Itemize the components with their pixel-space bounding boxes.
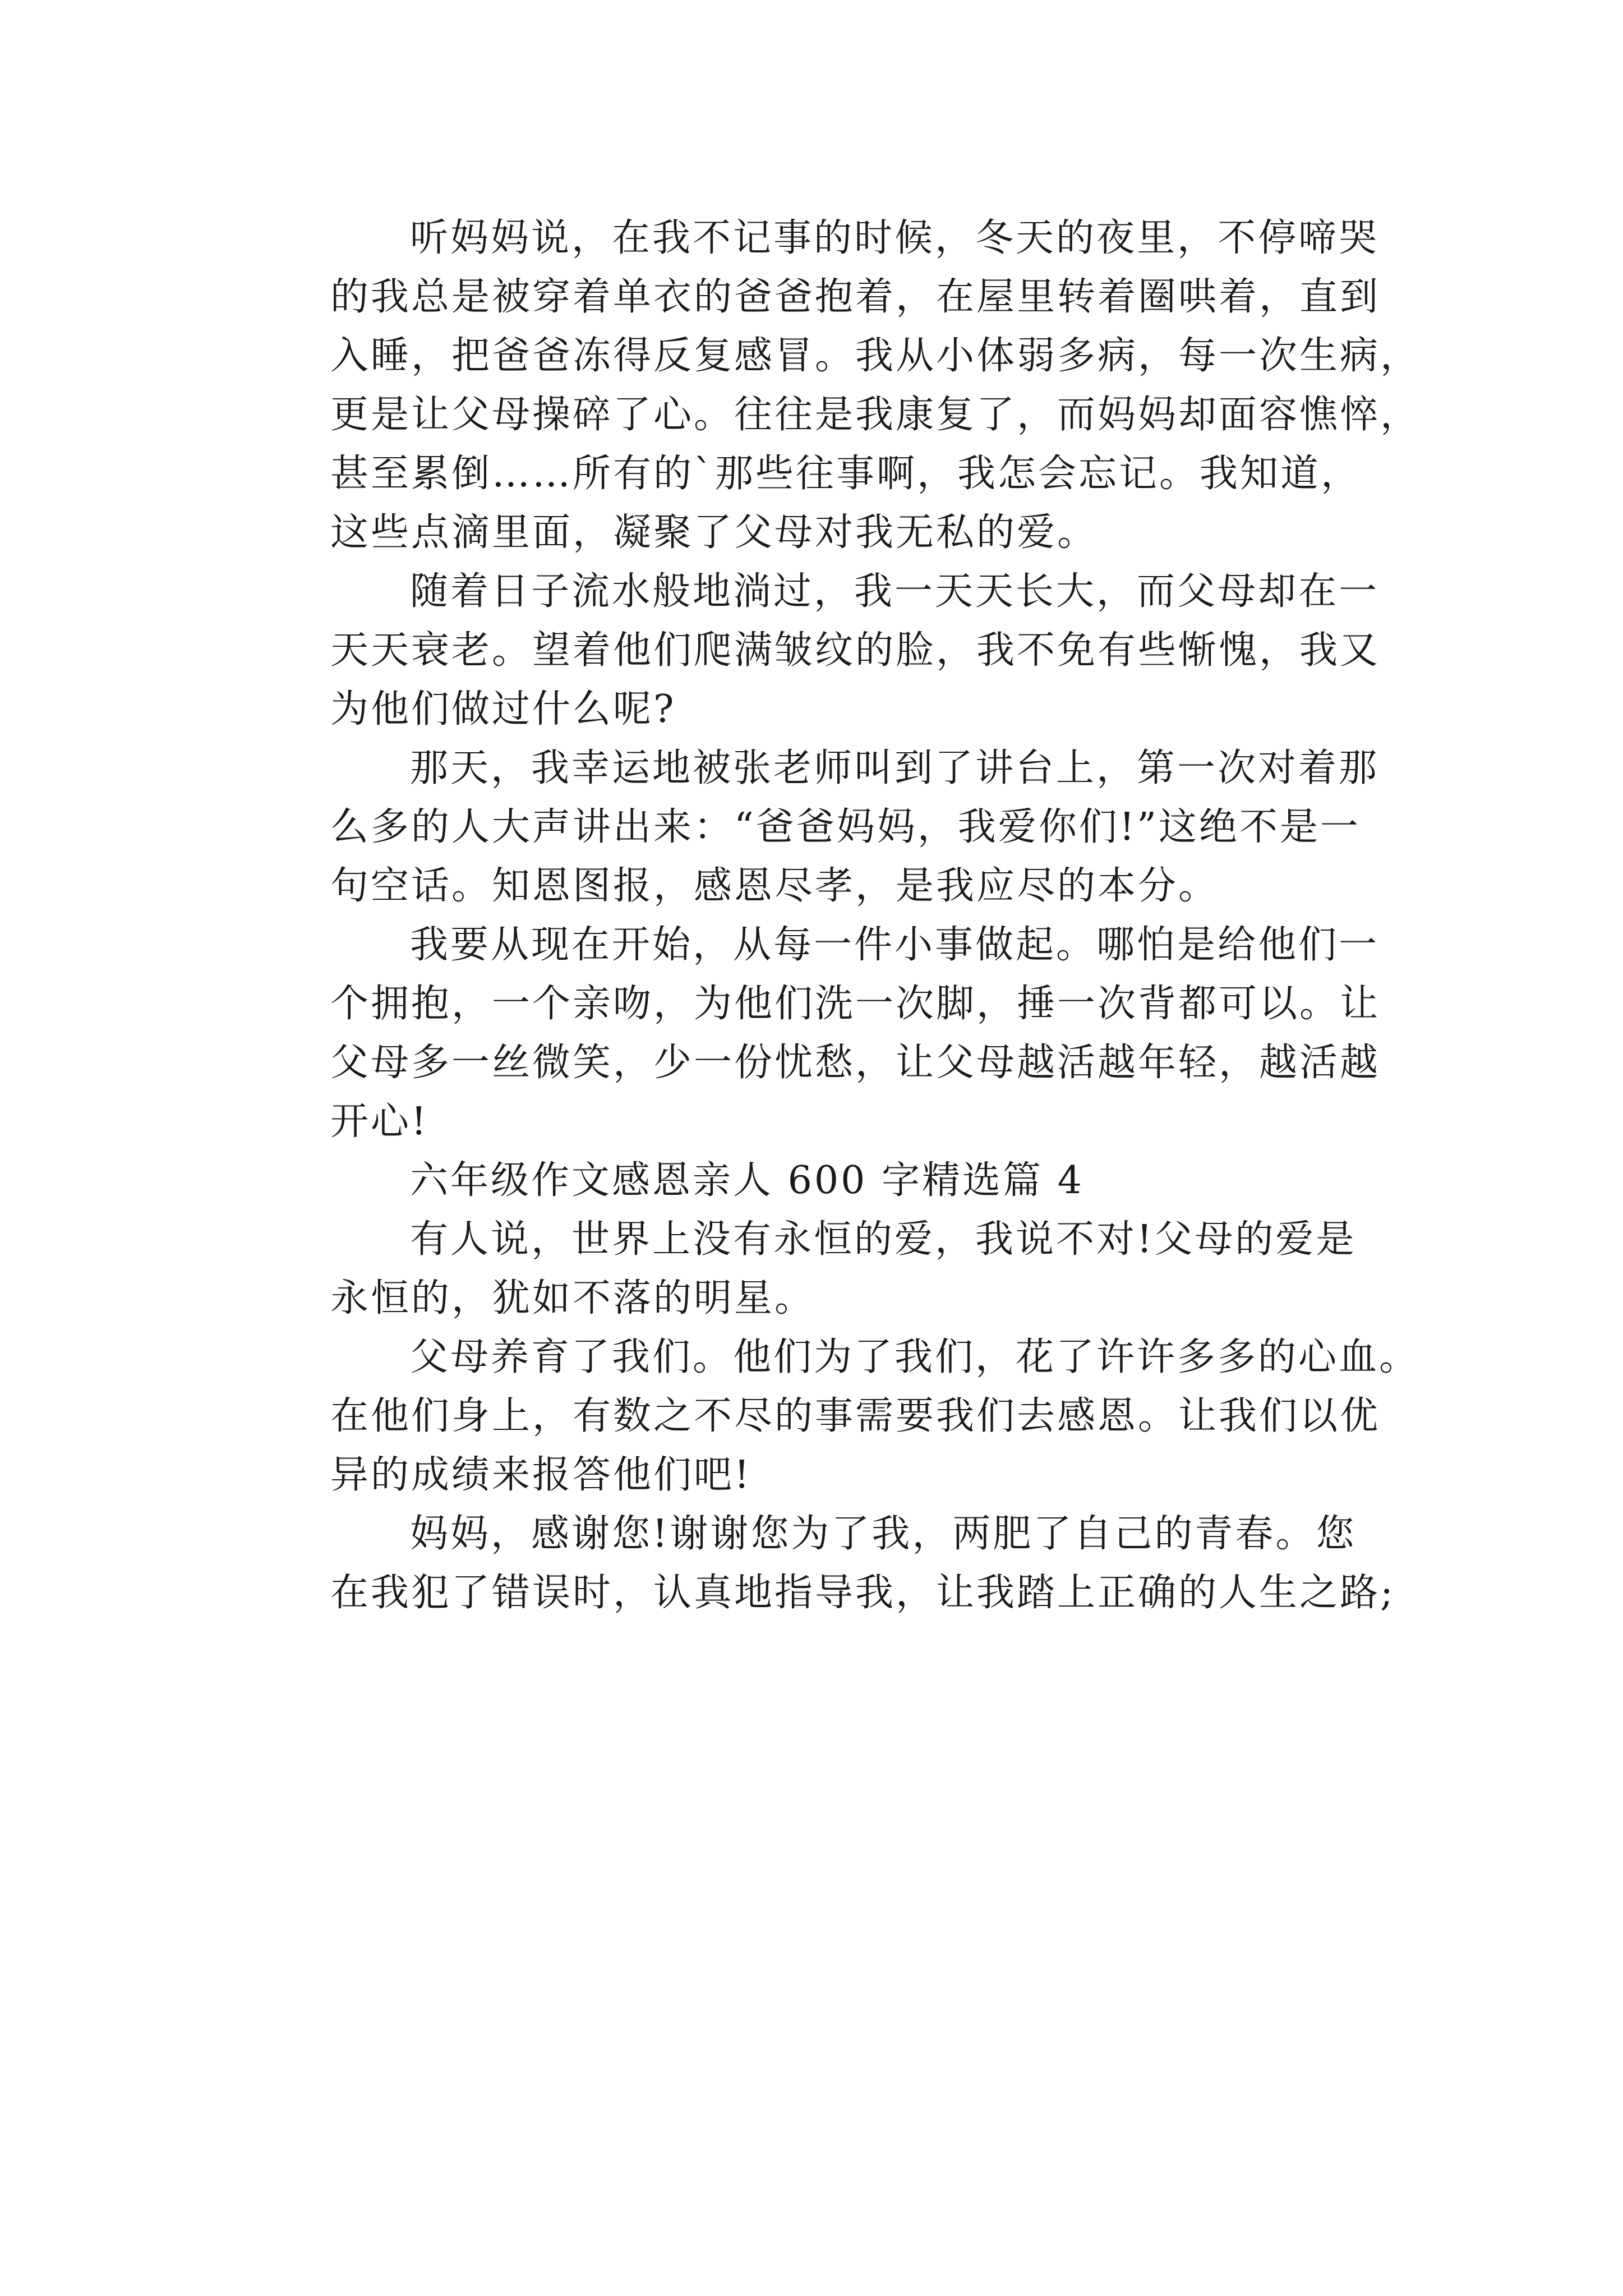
text-line: 么多的人大声讲出来：“爸爸妈妈，我爱你们!”这绝不是一 — [330, 805, 1361, 849]
paragraph-2 — [251, 562, 1381, 739]
text-line: 入睡，把爸爸冻得反复感冒。我从小体弱多病，每一次生病， — [330, 334, 1421, 378]
paragraph-4 — [251, 915, 1381, 1151]
text-line: 天天衰老。望着他们爬满皱纹的脸，我不免有些惭愧，我又 — [330, 628, 1381, 673]
text-line: 永恒的，犹如不落的明星。 — [330, 1276, 815, 1320]
text-line: 在他们身上，有数之不尽的事需要我们去感恩。让我们以优 — [330, 1394, 1381, 1438]
text-line: 随着日子流水般地淌过，我一天天长大，而父母却在一 — [410, 569, 1380, 614]
text-line: 甚至累倒……所有的`那些往事啊，我怎会忘记。我知道， — [330, 452, 1362, 496]
text-line: 那天，我幸运地被张老师叫到了讲台上，第一次对着那 — [410, 746, 1380, 790]
heading-text: 六年级作文感恩亲人 600 字精选篇 4 — [410, 1158, 1084, 1203]
text-line: 异的成绩来报答他们吧! — [330, 1453, 752, 1497]
text-line: 我要从现在开始，从每一件小事做起。哪怕是给他们一 — [410, 923, 1380, 967]
text-line: 这些点滴里面，凝聚了父母对我无私的爱。 — [330, 510, 1098, 555]
document-page — [251, 209, 1421, 1622]
text-line: 句空话。知恩图报，感恩尽孝，是我应尽的本分。 — [330, 864, 1219, 908]
text-line: 妈妈，感谢您!谢谢您为了我，两肥了自己的青春。您 — [410, 1512, 1357, 1556]
paragraph-5 — [251, 1210, 1378, 1328]
text-line: 听妈妈说，在我不记事的时候，冬天的夜里，不停啼哭 — [410, 216, 1380, 260]
paragraph-6 — [251, 1328, 1420, 1504]
text-line: 的我总是被穿着单衣的爸爸抱着，在屋里转着圈哄着，直到 — [330, 275, 1381, 319]
text-line: 父母养育了我们。他们为了我们，花了许许多多的心血。 — [410, 1335, 1420, 1379]
section-heading — [251, 1151, 1378, 1210]
paragraph-1 — [251, 209, 1421, 562]
text-line: 开心! — [330, 1099, 429, 1144]
text-line: 为他们做过什么呢? — [330, 687, 676, 731]
text-line: 父母多一丝微笑，少一份忧愁，让父母越活越年轻，越活越 — [330, 1041, 1381, 1085]
paragraph-7 — [251, 1504, 1395, 1622]
text-line: 在我犯了错误时，认真地指导我，让我踏上正确的人生之路; — [330, 1571, 1395, 1615]
text-line: 个拥抱，一个亲吻，为他们洗一次脚，捶一次背都可以。让 — [330, 982, 1381, 1026]
text-line: 有人说，世界上没有永恒的爱，我说不对!父母的爱是 — [410, 1217, 1357, 1262]
paragraph-3 — [251, 739, 1378, 915]
text-line: 更是让父母操碎了心。往往是我康复了，而妈妈却面容憔悴， — [330, 393, 1421, 437]
